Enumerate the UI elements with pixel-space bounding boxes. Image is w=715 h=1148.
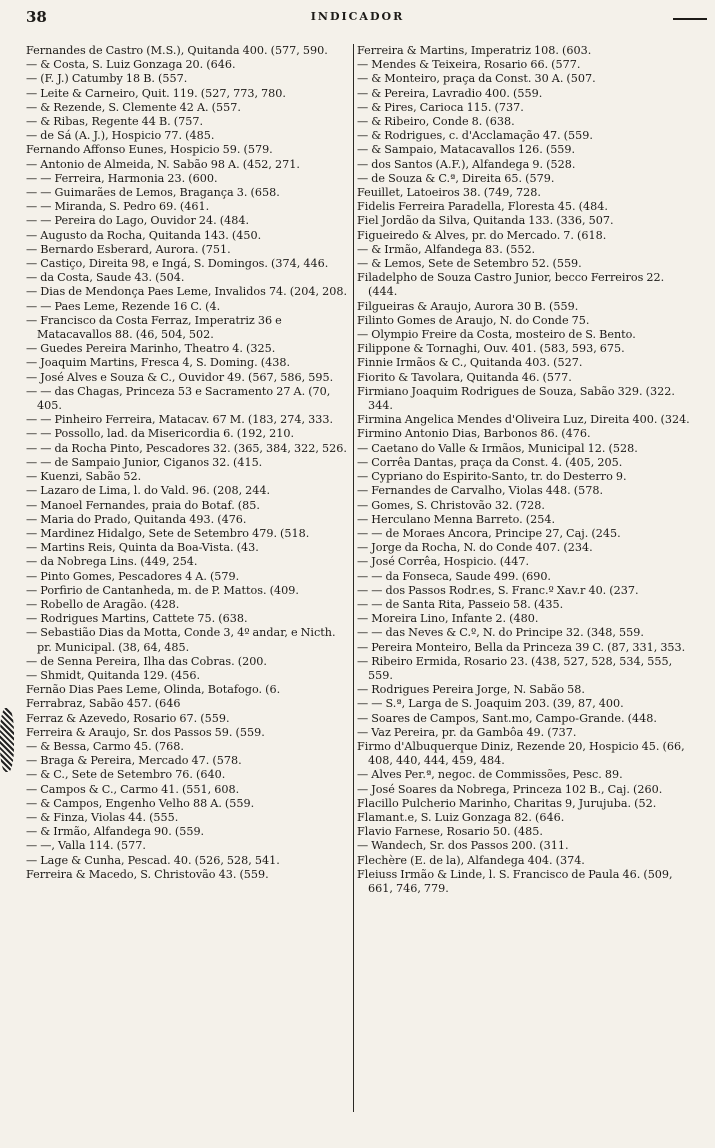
directory-entry: Firmina Angelica Mendes d'Oliveira Luz, Direita 400. (324.: [357, 413, 690, 427]
directory-entry: — — Pinheiro Ferreira, Matacav. 67 M. (183, 274, 333.: [26, 413, 334, 427]
directory-entry: — Francisco da Costa Ferraz, Imperatriz 36 e Matacavallos 88. (46, 504, 502.: [26, 313, 282, 342]
directory-entry: Ferrabraz, Sabão 457. (646: [26, 697, 181, 711]
directory-entry: Finnie Irmãos & C., Quitanda 403. (527.: [357, 356, 583, 370]
directory-entry: — Rodrigues Martins, Cattete 75. (638.: [26, 612, 248, 626]
directory-entry: Fleiuss Irmão & Linde, l. S. Francisco de Paula 46. (509, 661, 746, 779.: [357, 867, 673, 895]
directory-entry: — Robello de Aragão. (428.: [26, 597, 180, 611]
page-number: 38: [26, 8, 47, 26]
directory-entry: — & Sampaio, Matacavallos 126. (559.: [357, 143, 576, 157]
directory-entry: — Mardinez Hidalgo, Sete de Setembro 479. (518.: [26, 526, 310, 540]
directory-entry: Flavio Farnese, Rosario 50. (485.: [357, 825, 543, 839]
directory-entry: — & Campos, Engenho Velho 88 A. (559.: [26, 796, 255, 810]
directory-entry: Ferreira & Macedo, S. Christovão 43. (559.: [26, 867, 269, 881]
directory-entry: Fidelis Ferreira Paradella, Floresta 45. (484.: [357, 200, 608, 214]
directory-entry: — — Ferreira, Harmonia 23. (600.: [26, 171, 218, 185]
directory-entry: — — das Chagas, Princeza 53 e Sacramento 27 A. (70, 405.: [26, 384, 331, 413]
left-column: [26, 44, 352, 882]
directory-entry: — Kuenzi, Sabão 52.: [26, 470, 142, 484]
directory-entry: — — dos Passos Rodr.es, S. Franc.º Xav.r 40. (237.: [357, 583, 639, 597]
running-title: INDICADOR: [310, 10, 405, 23]
directory-entry: — — das Neves & C.º, N. do Principe 32. (348, 559.: [357, 626, 644, 640]
directory-entry: Feuillet, Latoeiros 38. (749, 728.: [357, 186, 541, 200]
directory-entry: — — Possollo, lad. da Misericordia 6. (192, 210.: [26, 427, 295, 441]
directory-entry: — Caetano do Valle & Irmãos, Municipal 12. (528.: [357, 441, 638, 455]
directory-entry: — — da Rocha Pinto, Pescadores 32. (365, 384, 322, 526.: [26, 441, 347, 455]
directory-entry: — & Costa, S. Luiz Gonzaga 20. (646.: [26, 58, 236, 72]
directory-entry: — — S.ª, Larga de S. Joaquim 203. (39, 87, 400.: [357, 697, 624, 711]
directory-entry: Flacillo Pulcherio Marinho, Charitas 9, Jurujuba. (52.: [357, 796, 657, 810]
directory-entry: — Herculano Menna Barreto. (254.: [357, 512, 556, 526]
directory-entry: — — Paes Leme, Rezende 16 C. (4.: [26, 299, 221, 313]
directory-entry: — de Sá (A. J.), Hospicio 77. (485.: [26, 129, 215, 143]
directory-entry: — & Ribeiro, Conde 8. (638.: [357, 115, 515, 129]
directory-entry: Filinto Gomes de Araujo, N. do Conde 75.: [357, 313, 590, 327]
directory-entry: — & Irmão, Alfandega 90. (559.: [26, 825, 205, 839]
directory-entry: — — de Sampaio Junior, Ciganos 32. (415.: [26, 455, 263, 469]
directory-entry: — & Finza, Violas 44. (555.: [26, 810, 179, 824]
directory-entry: — José Soares da Nobrega, Princeza 102 B., Caj. (260.: [357, 782, 663, 796]
directory-entry: Firmino Antonio Dias, Barbonos 86. (476.: [357, 427, 591, 441]
directory-entry: — Braga & Pereira, Mercado 47. (578.: [26, 754, 242, 768]
directory-entry: — Castiço, Direita 98, e Ingá, S. Domingos. (374, 446.: [26, 257, 329, 271]
directory-entry: — José Alves e Souza & C., Ouvidor 49. (567, 586, 595.: [26, 370, 334, 384]
directory-entry: — Lage & Cunha, Pescad. 40. (526, 528, 541.: [26, 853, 280, 867]
directory-entry: — Cypriano do Espirito-Santo, tr. do Desterro 9.: [357, 470, 627, 484]
directory-entry: Fiorito & Tavolara, Quitanda 46. (577.: [357, 370, 572, 384]
directory-entry: — — Pereira do Lago, Ouvidor 24. (484.: [26, 214, 250, 228]
scan-edge-line: [673, 18, 707, 20]
directory-entry: Ferreira & Araujo, Sr. dos Passos 59. (559.: [26, 725, 265, 739]
directory-entry: Filadelpho de Souza Castro Junior, becco Ferreiros 22. (444.: [357, 271, 665, 299]
directory-entry: — — de Santa Rita, Passeio 58. (435.: [357, 597, 564, 611]
directory-entry: — Joaquim Martins, Fresca 4, S. Doming. (438.: [26, 356, 291, 370]
directory-entry: — & Ribas, Regente 44 B. (757.: [26, 115, 204, 129]
directory-entry: Ferraz & Azevedo, Rosario 67. (559.: [26, 711, 230, 725]
page-header: [0, 8, 715, 34]
directory-entry: — Shmidt, Quitanda 129. (456.: [26, 668, 201, 682]
directory-entry: — de Souza & C.ª, Direita 65. (579.: [357, 171, 555, 185]
directory-entry: — Moreira Lino, Infante 2. (480.: [357, 612, 539, 626]
directory-entry: — — de Moraes Ancora, Principe 27, Caj. (245.: [357, 526, 621, 540]
directory-entry: — — Guimarães de Lemos, Bragança 3. (658.: [26, 186, 280, 200]
directory-entry: — Bernardo Esberard, Aurora. (751.: [26, 242, 231, 256]
directory-entry: Fernandes de Castro (M.S.), Quitanda 400. (577, 590.: [26, 44, 328, 57]
directory-entry: — & Monteiro, praça da Const. 30 A. (507.: [357, 72, 596, 86]
directory-entry: — Augusto da Rocha, Quitanda 143. (450.: [26, 228, 262, 242]
directory-entry: — & Rezende, S. Clemente 42 A. (557.: [26, 100, 241, 114]
directory-entry: Filippone & Tornaghi, Ouv. 401. (583, 593, 675.: [357, 342, 625, 356]
directory-entry: — Dias de Mendonça Paes Leme, Invalidos 74. (204, 208.: [26, 285, 348, 299]
directory-entry: — & Lemos, Sete de Setembro 52. (559.: [357, 257, 582, 271]
directory-entry: — Fernandes de Carvalho, Violas 448. (578.: [357, 484, 604, 498]
directory-entry: — Olympio Freire da Costa, mosteiro de S. Bento.: [357, 328, 636, 342]
directory-entry: — Vaz Pereira, pr. da Gambôa 49. (737.: [357, 725, 577, 739]
directory-entry: — Jorge da Rocha, N. do Conde 407. (234.: [357, 541, 593, 555]
directory-entry: — dos Santos (A.F.), Alfandega 9. (528.: [357, 157, 576, 171]
directory-entry: — Antonio de Almeida, N. Sabão 98 A. (452, 271.: [26, 157, 300, 171]
directory-entry: — Leite & Carneiro, Quit. 119. (527, 773, 780.: [26, 86, 286, 100]
directory-entry: — & Bessa, Carmo 45. (768.: [26, 739, 184, 753]
directory-entry: Flamant.e, S. Luiz Gonzaga 82. (646.: [357, 810, 565, 824]
directory-entry: — Rodrigues Pereira Jorge, N. Sabão 58.: [357, 683, 585, 697]
directory-entry: — Campos & C., Carmo 41. (551, 608.: [26, 782, 240, 796]
directory-entry: — — da Fonseca, Saude 499. (690.: [357, 569, 551, 583]
directory-entry: — da Nobrega Lins. (449, 254.: [26, 555, 198, 569]
directory-entry: — Porfirio de Cantanheda, m. de P. Mattos. (409.: [26, 583, 299, 597]
directory-entry: — & Pires, Carioca 115. (737.: [357, 100, 524, 114]
directory-entry: — Manoel Fernandes, praia do Botaf. (85.: [26, 498, 260, 512]
directory-entry: — Pereira Monteiro, Bella da Princeza 39 C. (87, 331, 353.: [357, 640, 686, 654]
directory-entry: — —, Valla 114. (577.: [26, 839, 146, 853]
directory-entry: — Sebastião Dias da Motta, Conde 3, 4º andar, e Nicth. pr. Municipal. (38, 64, 485.: [26, 626, 336, 654]
directory-entry: — Pinto Gomes, Pescadores 4 A. (579.: [26, 569, 240, 583]
directory-entry: — Guedes Pereira Marinho, Theatro 4. (325.: [26, 342, 276, 356]
directory-entry: — — Miranda, S. Pedro 69. (461.: [26, 200, 210, 214]
directory-entry: — Soares de Campos, Sant.mo, Campo-Grande. (448.: [357, 711, 657, 725]
directory-entry: — & Irmão, Alfandega 83. (552.: [357, 242, 536, 256]
directory-entry: Filgueiras & Araujo, Aurora 30 B. (559.: [357, 299, 579, 313]
right-column: [357, 44, 693, 896]
directory-entry: Figueiredo & Alves, pr. do Mercado. 7. (618.: [357, 228, 607, 242]
directory-entry: — de Senna Pereira, Ilha das Cobras. (200.: [26, 654, 267, 668]
directory-entry: Firmo d'Albuquerque Diniz, Rezende 20, Hospicio 45. (66, 408, 440, 444, 459, 484.: [357, 739, 685, 768]
directory-entry: — Wandech, Sr. dos Passos 200. (311.: [357, 839, 569, 853]
directory-entry: — Martins Reis, Quinta da Boa-Vista. (43.: [26, 541, 259, 555]
binding-edge-mark: [0, 708, 14, 772]
directory-entry: Firmiano Joaquim Rodrigues de Souza, Sabão 329. (322. 344.: [357, 384, 675, 413]
directory-entry: Ferreira & Martins, Imperatriz 108. (603.: [357, 44, 592, 57]
directory-entry: — & Pereira, Lavradio 400. (559.: [357, 86, 543, 100]
directory-entry: — Lazaro de Lima, l. do Vald. 96. (208, 244.: [26, 484, 271, 498]
directory-entry: — da Costa, Saude 43. (504.: [26, 271, 185, 285]
directory-entry: Fiel Jordão da Silva, Quitanda 133. (336, 507.: [357, 214, 614, 228]
column-divider: [353, 44, 354, 1112]
directory-entry: — Ribeiro Ermida, Rosario 23. (438, 527, 528, 534, 555, 559.: [357, 654, 673, 682]
directory-entry: — & C., Sete de Setembro 76. (640.: [26, 768, 226, 782]
directory-entry: — (F. J.) Catumby 18 B. (557.: [26, 72, 188, 86]
directory-entry: Flechère (E. de la), Alfandega 404. (374.: [357, 853, 585, 867]
directory-entry: — Maria do Prado, Quitanda 493. (476.: [26, 512, 247, 526]
directory-entry: Fernando Affonso Eunes, Hospicio 59. (579.: [26, 143, 273, 157]
directory-entry: — Gomes, S. Christovão 32. (728.: [357, 498, 545, 512]
directory-entry: Fernão Dias Paes Leme, Olinda, Botafogo. (6.: [26, 683, 281, 697]
directory-entry: — Mendes & Teixeira, Rosario 66. (577.: [357, 58, 581, 72]
directory-entry: — & Rodrigues, c. d'Acclamação 47. (559.: [357, 129, 593, 143]
directory-entry: — Corrêa Dantas, praça da Const. 4. (405, 205.: [357, 455, 623, 469]
directory-entry: — José Corrêa, Hospicio. (447.: [357, 555, 530, 569]
directory-entry: — Alves Per.ª, negoc. de Commissões, Pesc. 89.: [357, 768, 623, 782]
